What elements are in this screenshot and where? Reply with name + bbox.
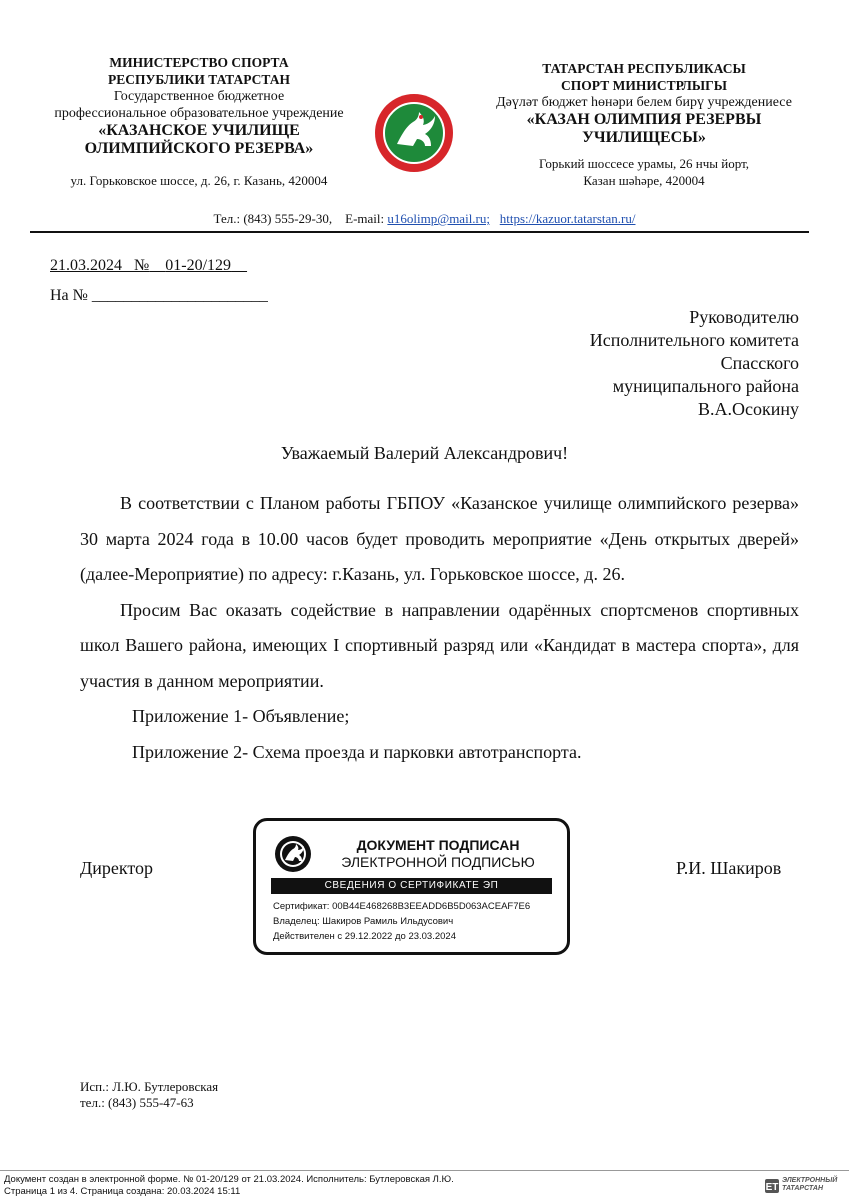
document-date: 21.03.2024: [50, 257, 122, 274]
ministry-name-ru-2: РЕСПУБЛИКИ ТАТАРСТАН: [108, 72, 290, 87]
addressee-line: Исполнительного комитета: [589, 330, 799, 350]
stamp-title-1: ДОКУМЕНТ ПОДПИСАН: [356, 837, 520, 853]
reference-blank: ______________________: [91, 287, 268, 304]
stamp-certificate-header: СВЕДЕНИЯ О СЕРТИФИКАТЕ ЭП: [271, 878, 552, 894]
address-tt-1: Горький шоссесе урамы, 26 нчы йорт,: [538, 156, 750, 171]
certificate-validity: Действителен с 29.12.2022 до 23.03.2024: [273, 931, 456, 942]
footer-line-2: Страница 1 из 4. Страница создана: 20.03.2024 15:11: [4, 1186, 241, 1197]
ministry-name-tt-2: СПОРТ МИНИСТРЛЫГЫ: [561, 78, 727, 93]
institution-type-tt: Дәүләт бюджет һөнәри белем бирү учреждениесе: [496, 95, 792, 110]
certificate-owner: Владелец: Шакиров Рамиль Ильдусович: [273, 916, 454, 927]
svg-text:ET: ET: [765, 1182, 779, 1193]
institution-name-tt-2: УЧИЛИЩЕСЫ»: [582, 129, 706, 146]
logo-text-1: ЭЛЕКТРОННЫЙ: [782, 1177, 838, 1184]
reference-line: [50, 287, 268, 305]
email-link[interactable]: u16olimp@mail.ru;: [387, 211, 490, 226]
stamp-title: [318, 837, 558, 871]
addressee-line: Спасского: [720, 353, 799, 373]
addressee-block: [590, 306, 799, 421]
greeting: Уважаемый Валерий Александрович!: [280, 443, 569, 463]
signer-position: Директор: [80, 858, 154, 878]
footer-divider: [0, 1170, 849, 1171]
address-tt-2: Казан шәһәре, 420004: [583, 173, 705, 188]
institution-type-ru-1: Государственное бюджетное: [113, 89, 285, 104]
header-divider: [30, 231, 809, 233]
institution-name-ru-1: «КАЗАНСКОЕ УЧИЛИЩЕ: [98, 122, 300, 139]
address-ru: ул. Горьковское шоссе, д. 26, г. Казань, 420004: [70, 173, 328, 188]
tatarstan-emblem-icon: [373, 92, 455, 174]
ministry-name-tt-1: ТАТАРСТАН РЕСПУБЛИКАСЫ: [542, 61, 746, 76]
number-sign: №: [134, 257, 150, 274]
addressee-name: В.А.Осокину: [697, 399, 799, 419]
stamp-emblem-icon: [274, 835, 312, 873]
signer-name: Р.И. Шакиров: [676, 858, 782, 878]
electronic-tatarstan-logo: [765, 1176, 843, 1196]
e-signature-stamp: [253, 818, 570, 955]
phone: Тел.: (843) 555-29-30,: [213, 211, 333, 226]
certificate-serial: Сертификат: 00B44E468268B3EEADD6B5D063ACEAF7E6: [273, 901, 531, 912]
contacts-line: [0, 211, 849, 227]
institution-name-ru-2: ОЛИМПИЙСКОГО РЕЗЕРВА»: [84, 140, 314, 157]
stamp-title-2: ЭЛЕКТРОННОЙ ПОДПИСЬЮ: [341, 854, 535, 870]
executor-phone: тел.: (843) 555-47-63: [80, 1095, 194, 1110]
body-paragraph: В соответствии с Планом работы ГБПОУ «Казанское училище олимпийского резерва» 30 марта 2024 года в 10.00 часов будет проводить мероприятие «День открытых дверей» (далее-Мероприятие) по адресу: г.Казань, ул. Горьковское шоссе, д. 26.: [80, 493, 799, 584]
header-right-block: [476, 60, 812, 189]
header-left-block: [30, 54, 368, 189]
institution-type-ru-2: профессиональное образовательное учреждение: [54, 106, 344, 121]
email-label: E-mail:: [345, 211, 385, 226]
document-number: 01-20/129: [165, 257, 232, 274]
stamp-certificate-info: [273, 899, 530, 944]
footer-info: [4, 1174, 454, 1198]
reference-label: На №: [50, 287, 88, 304]
ministry-name-ru-1: МИНИСТЕРСТВО СПОРТА: [109, 55, 289, 70]
executor-block: [80, 1079, 218, 1111]
logo-text-2: ТАТАРСТАН: [782, 1185, 823, 1192]
body-paragraph: Просим Вас оказать содействие в направлении одарённых спортсменов спортивных школ Вашего района, имеющих I спортивный разряд или «Кандидат в мастера спорта», для участия в данном мероприятии.: [80, 599, 799, 691]
attachment-1: Приложение 1- Объявление;: [132, 706, 350, 726]
footer-line-1: Документ создан в электронной форме. № 01-20/129 от 21.03.2024. Исполнитель: Бутлеровская Л.Ю.: [4, 1174, 454, 1185]
institution-name-tt-1: «КАЗАН ОЛИМПИЯ РЕЗЕРВЫ: [526, 111, 762, 128]
executor-name: Исп.: Л.Ю. Бутлеровская: [80, 1079, 219, 1094]
addressee-line: муниципального района: [612, 376, 799, 396]
registration-line: [50, 257, 247, 275]
letter-body: [80, 486, 799, 770]
addressee-line: Руководителю: [689, 307, 799, 327]
attachment-2: Приложение 2- Схема проезда и парковки автотранспорта.: [132, 741, 582, 762]
website-link[interactable]: https://kazuor.tatarstan.ru/: [499, 211, 636, 226]
